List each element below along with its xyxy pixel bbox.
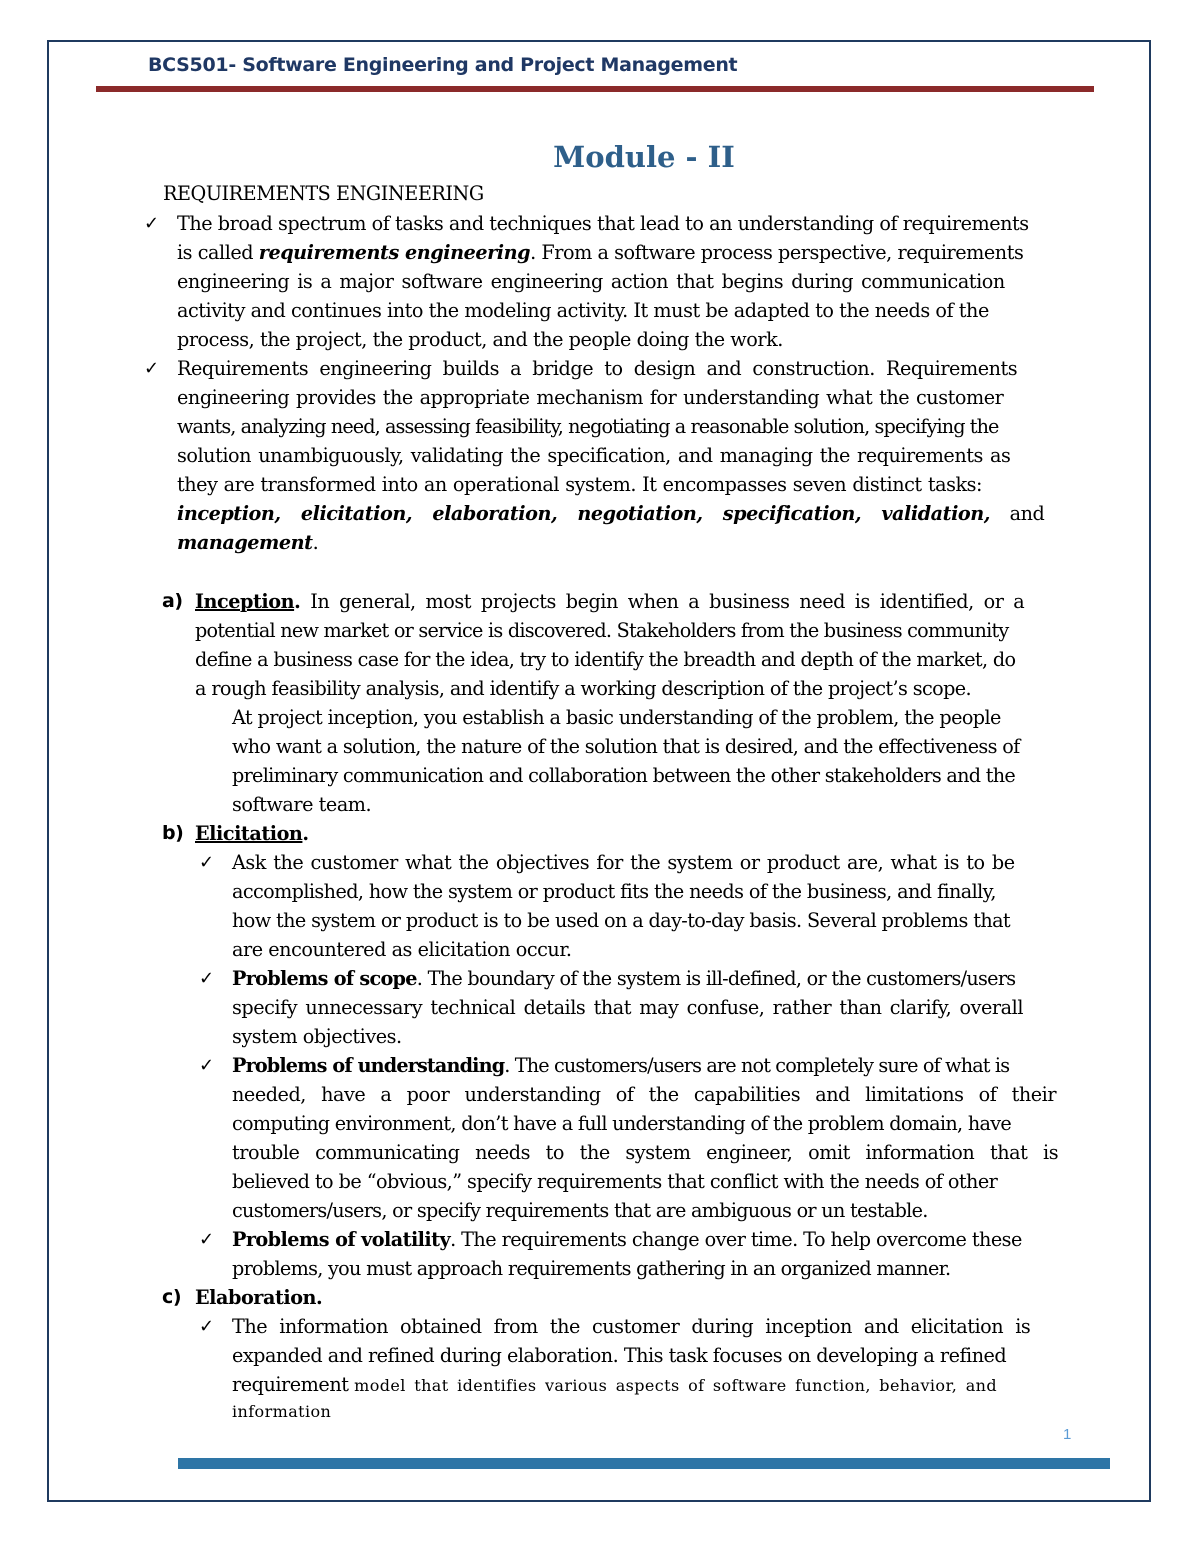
elicitation-line: are encountered as elicitation occur. bbox=[232, 938, 572, 961]
elicitation-heading: Elicitation. bbox=[195, 822, 309, 845]
elicitation-line: Problems of volatility. The requirements change over time. To help overcome these bbox=[232, 1228, 1022, 1251]
elicitation-line: accomplished, how the system or product fits the needs of the business, and finally, bbox=[232, 880, 996, 903]
check-icon: ✓ bbox=[144, 213, 159, 234]
elicitation-line: Problems of understanding. The customers/users are not completely sure of what is bbox=[232, 1054, 1010, 1077]
intro-p2-line: engineering provides the appropriate mechanism for understanding what the customer bbox=[177, 386, 1004, 409]
list-label-b: b) bbox=[162, 822, 184, 844]
section-heading: REQUIREMENTS ENGINEERING bbox=[163, 182, 484, 205]
elaboration-line: expanded and refined during elaboration. This task focuses on developing a refined bbox=[232, 1344, 1007, 1367]
course-title: BCS501- Software Engineering and Project Management bbox=[148, 54, 738, 76]
inception-line: define a business case for the idea, try to identify the breadth and depth of the market, do bbox=[195, 648, 1016, 671]
intro-p1-line: process, the project, the product, and the people doing the work. bbox=[177, 328, 783, 351]
elicitation-line: Problems of scope. The boundary of the system is ill-defined, or the customers/users bbox=[232, 967, 1016, 990]
elaboration-line: information bbox=[232, 1402, 332, 1421]
elaboration-line: requirement model that identifies various aspects of software function, behavior, and bbox=[232, 1373, 997, 1396]
elicitation-line: specify unnecessary technical details that may confuse, rather than clarify, overall bbox=[232, 996, 1024, 1019]
page-number: 1 bbox=[1063, 1426, 1072, 1443]
check-icon: ✓ bbox=[199, 1316, 214, 1337]
footer-rule bbox=[178, 1458, 1110, 1469]
elicitation-line: trouble communicating needs to the system engineer, omit information that is bbox=[232, 1141, 1059, 1164]
elicitation-line: computing environment, don’t have a full understanding of the problem domain, have bbox=[232, 1112, 1012, 1135]
check-icon: ✓ bbox=[199, 1055, 214, 1076]
elicitation-line: how the system or product is to be used on a day-to-day basis. Several problems that bbox=[232, 909, 1011, 932]
intro-p2-line: solution unambiguously, validating the specification, and managing the requirements as bbox=[177, 444, 1011, 467]
inception-line: potential new market or service is discovered. Stakeholders from the business community bbox=[195, 619, 1009, 642]
intro-p2-line: inception, elicitation, elaboration, negotiation, specification, validation, and bbox=[177, 502, 1045, 525]
check-icon: ✓ bbox=[144, 358, 159, 379]
inception-line: a rough feasibility analysis, and identify a working description of the project’s scope. bbox=[195, 677, 972, 700]
inception-line: Inception. In general, most projects begin when a business need is identified, or a bbox=[195, 590, 1025, 613]
module-title: Module - II bbox=[553, 140, 735, 174]
elaboration-heading: Elaboration. bbox=[195, 1286, 323, 1309]
inception-line: preliminary communication and collaboration between the other stakeholders and the bbox=[232, 764, 1016, 787]
list-label-a: a) bbox=[162, 590, 183, 612]
intro-p1-line: engineering is a major software engineering action that begins during communication bbox=[177, 270, 1005, 293]
elicitation-line: problems, you must approach requirements gathering in an organized manner. bbox=[232, 1257, 951, 1280]
inception-line: software team. bbox=[232, 793, 372, 816]
intro-p2-line: they are transformed into an operational system. It encompasses seven distinct tasks: bbox=[177, 473, 983, 496]
elicitation-line: customers/users, or specify requirements that are ambiguous or un testable. bbox=[232, 1199, 928, 1222]
elicitation-line: Ask the customer what the objectives for the system or product are, what is to be bbox=[232, 851, 1015, 874]
inception-line: who want a solution, the nature of the solution that is desired, and the effectiveness of bbox=[232, 735, 1020, 758]
elaboration-line: The information obtained from the customer during inception and elicitation is bbox=[232, 1315, 1031, 1338]
intro-p2-line: Requirements engineering builds a bridge to design and construction. Requirements bbox=[177, 357, 1018, 380]
check-icon: ✓ bbox=[199, 968, 214, 989]
elicitation-line: needed, have a poor understanding of the capabilities and limitations of their bbox=[232, 1083, 1057, 1106]
check-icon: ✓ bbox=[199, 1229, 214, 1250]
elicitation-line: system objectives. bbox=[232, 1025, 402, 1048]
intro-p1-line: is called requirements engineering. From a software process perspective, requirements bbox=[177, 241, 1024, 264]
inception-line: At project inception, you establish a basic understanding of the problem, the people bbox=[232, 706, 1001, 729]
intro-p2-line: management. bbox=[177, 531, 319, 554]
elicitation-line: believed to be “obvious,” specify requirements that conflict with the needs of other bbox=[232, 1170, 998, 1193]
intro-p1-line: activity and continues into the modeling activity. It must be adapted to the needs of the bbox=[177, 299, 989, 322]
check-icon: ✓ bbox=[199, 852, 214, 873]
list-label-c: c) bbox=[162, 1286, 182, 1308]
intro-p1-line: The broad spectrum of tasks and techniques that lead to an understanding of requirements bbox=[177, 212, 1029, 235]
intro-p2-line: wants, analyzing need, assessing feasibility, negotiating a reasonable solution, specifying the bbox=[177, 415, 999, 438]
header-rule bbox=[96, 86, 1094, 92]
